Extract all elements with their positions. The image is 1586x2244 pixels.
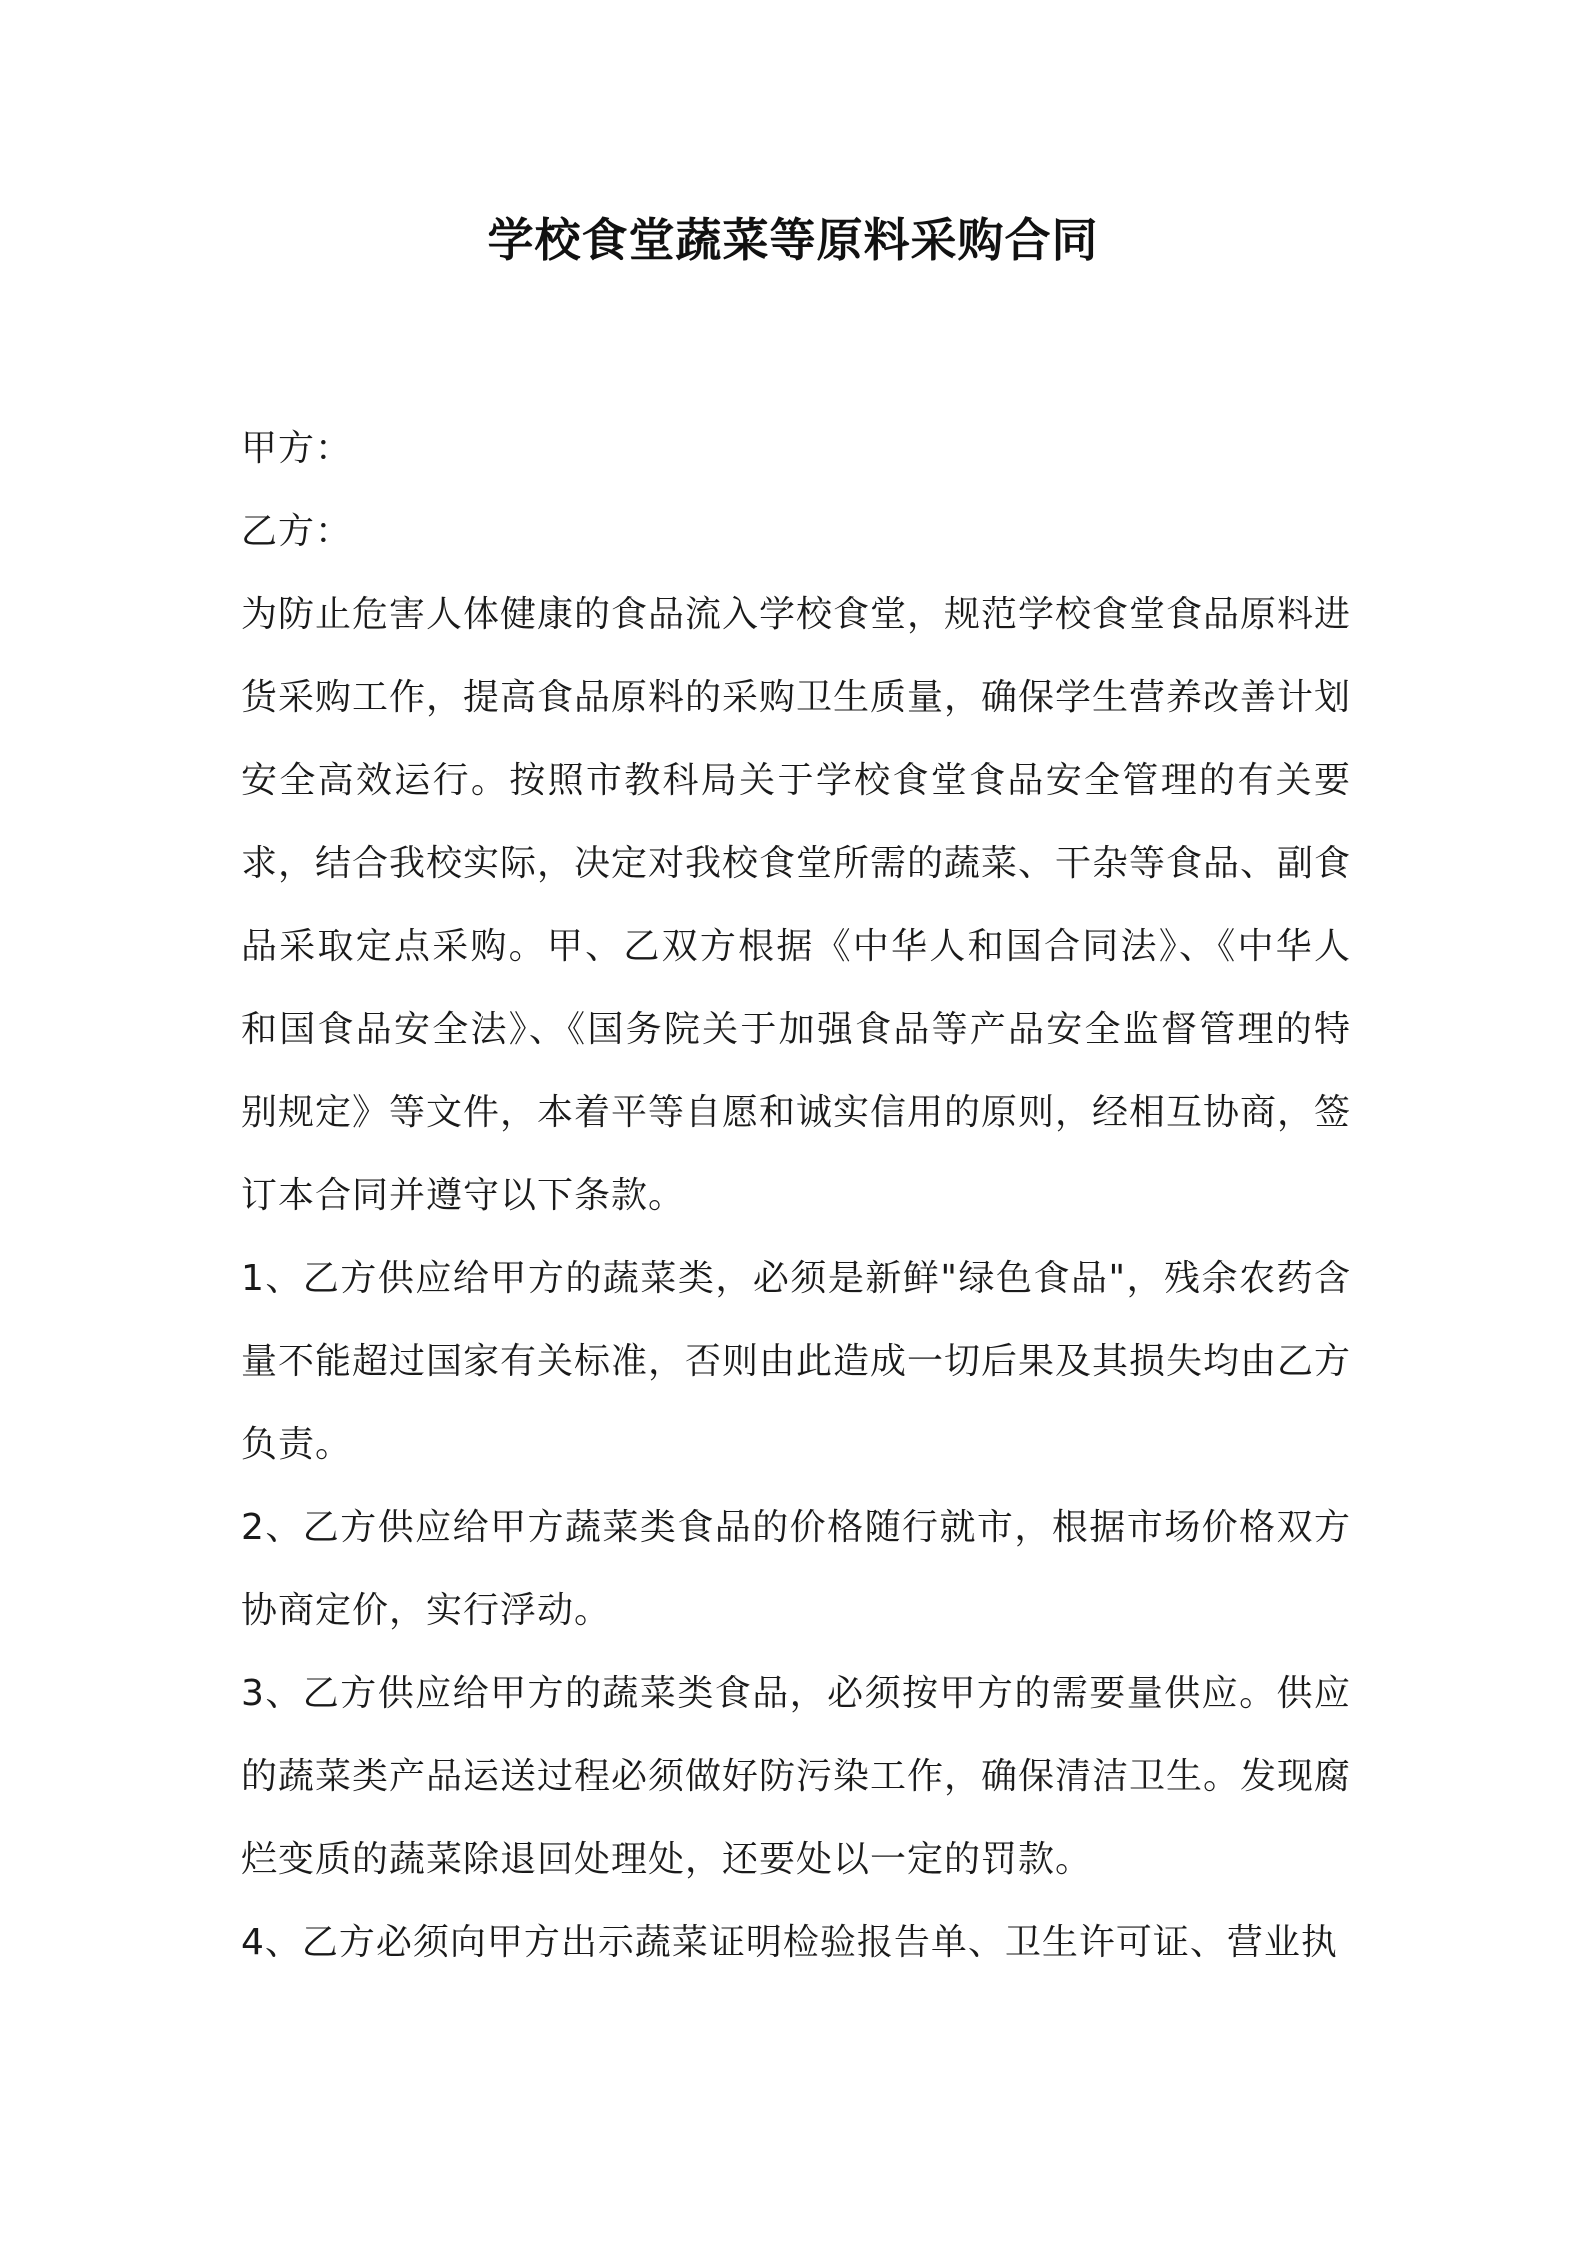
clause-2: 2、乙方供应给甲方蔬菜类食品的价格随行就市，根据市场价格双方协商定价，实行浮动。 [241,1507,1351,1631]
party-a-label: 甲方： [241,428,353,469]
clause-4: 4、乙方必须向甲方出示蔬菜证明检验报告单、卫生许可证、营业执 [241,1922,1338,1963]
party-b-label: 乙方： [241,511,353,552]
intro-paragraph: 为防止危害人体健康的食品流入学校食堂，规范学校食堂食品原料进货采购工作，提高食品原料的采购卫生质量，确保学生营养改善计划安全高效运行。按照市教科局关于学校食堂食品安全管理的有关要求，结合我校实际，决定对我校食堂所需的蔬菜、干杂等食品、副食品采取定点采购。甲、乙双方根据《中华人和国合同法》、《中华人和国食品安全法》、《国务院关于加强食品等产品安全监督管理的特别规定》等文件，本着平等自愿和诚实信用的原则，经相互协商，签订本合同并遵守以下条款。 [241,594,1352,1216]
clause-1: 1、乙方供应给甲方的蔬菜类，必须是新鲜"绿色食品"，残余农药含量不能超过国家有关标准，否则由此造成一切后果及其损失均由乙方负责。 [241,1258,1352,1465]
document-title: 学校食堂蔬菜等原料采购合同 [487,213,1099,267]
document-body [241,407,1351,1984]
clause-3: 3、乙方供应给甲方的蔬菜类食品，必须按甲方的需要量供应。供应的蔬菜类产品运送过程必须做好防污染工作，确保清洁卫生。发现腐烂变质的蔬菜除退回处理处，还要处以一定的罚款。 [241,1673,1352,1880]
